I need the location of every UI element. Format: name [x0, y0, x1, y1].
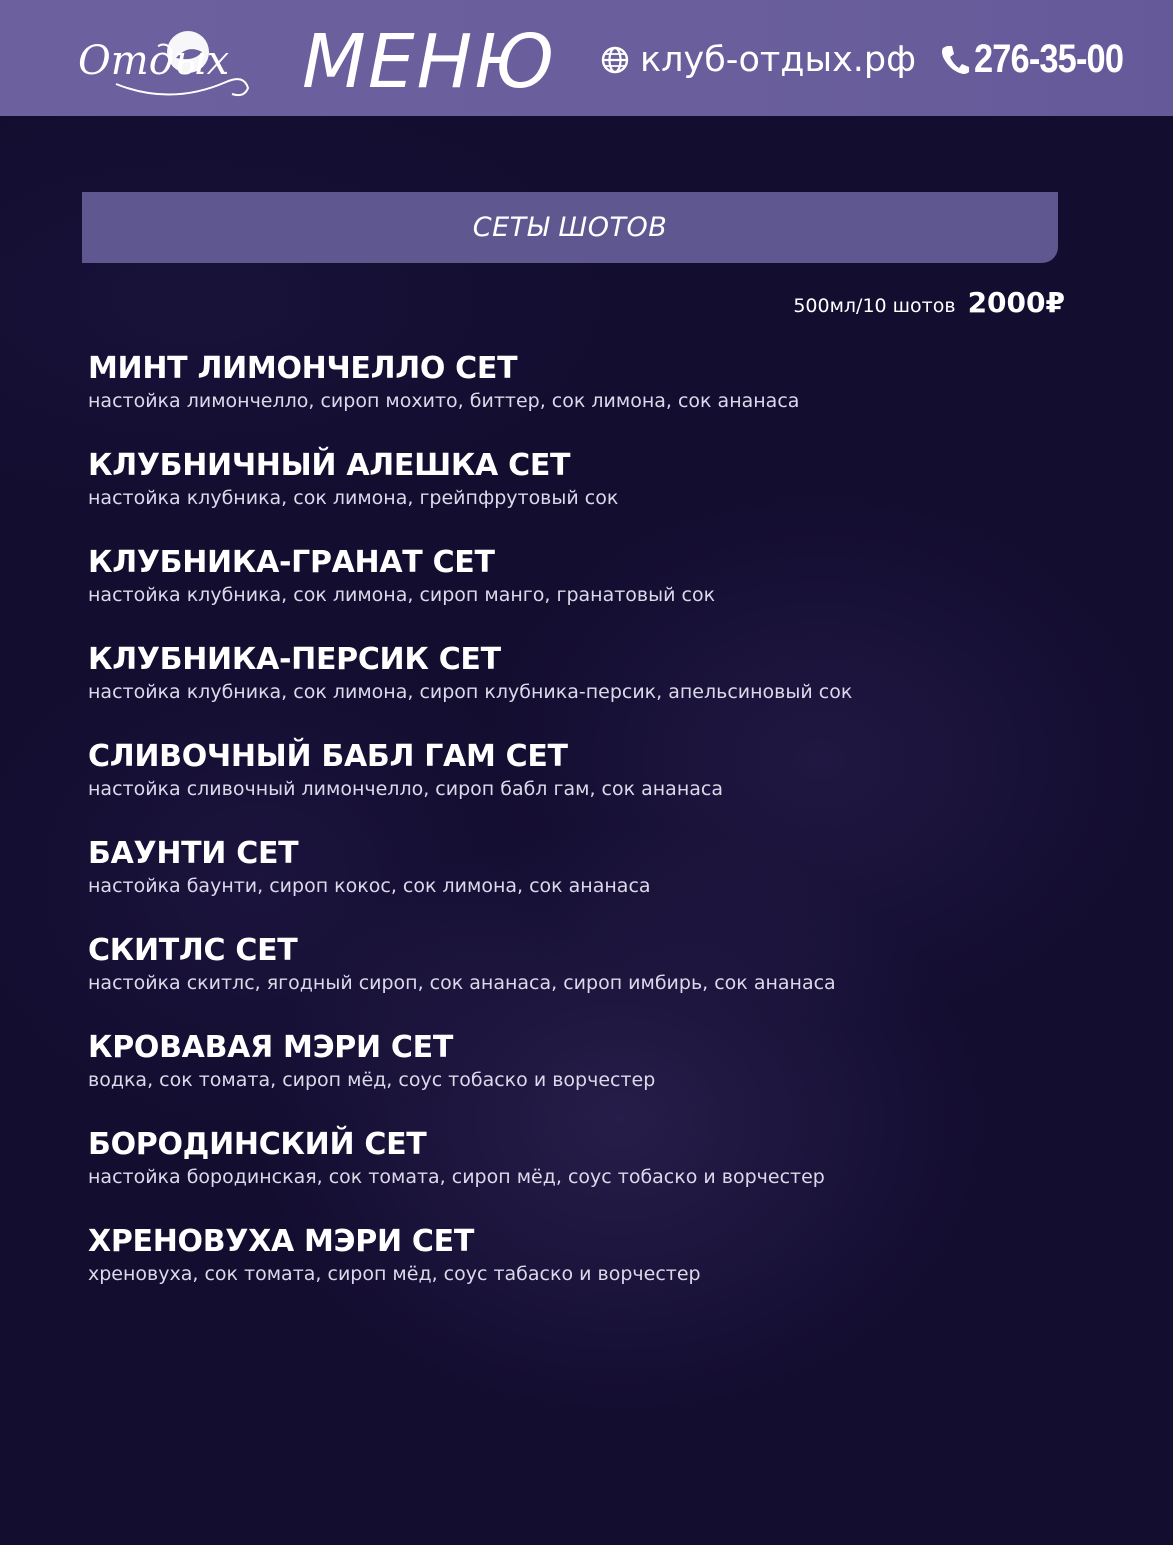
menu-item — [88, 350, 1088, 447]
menu-item — [88, 1223, 1088, 1320]
price-value: 2000₽ — [967, 286, 1065, 319]
price-volume: 500мл/10 шотов — [793, 295, 956, 317]
menu-item-description: настойка скитлс, ягодный сироп, сок ананаса, сироп имбирь, сок ананаса — [88, 972, 836, 994]
menu-item-description: настойка клубника, сок лимона, грейпфрутовый сок — [88, 487, 619, 509]
section-title: СЕТЫ ШОТОВ — [472, 212, 668, 243]
menu-item — [88, 447, 1088, 544]
price-row — [793, 286, 1065, 319]
menu-item-name: СКИТЛС СЕТ — [88, 933, 298, 968]
menu-item-name: СЛИВОЧНЫЙ БАБЛ ГАМ СЕТ — [88, 739, 568, 774]
phone-link[interactable] — [940, 34, 1147, 84]
menu-item — [88, 1029, 1088, 1126]
menu-item-name: МИНТ ЛИМОНЧЕЛЛО СЕТ — [88, 351, 518, 386]
menu-item-name: КЛУБНИКА-ПЕРСИК СЕТ — [88, 642, 501, 677]
phone-text: 276-35-00 — [974, 36, 1124, 81]
menu-item-description: настойка клубника, сок лимона, сироп манго, гранатовый сок — [88, 584, 716, 606]
menu-item-name: КЛУБНИКА-ГРАНАТ СЕТ — [88, 545, 495, 580]
website-link[interactable] — [600, 36, 916, 84]
menu-item — [88, 1126, 1088, 1223]
menu-item-name: ХРЕНОВУХА МЭРИ СЕТ — [88, 1224, 474, 1259]
phone-icon — [940, 43, 970, 75]
menu-item-name: КЛУБНИЧНЫЙ АЛЕШКА СЕТ — [88, 448, 571, 483]
menu-item-name: БОРОДИНСКИЙ СЕТ — [88, 1127, 427, 1162]
menu-item — [88, 835, 1088, 932]
menu-item-description: водка, сок томата, сироп мёд, соус тобаско и ворчестер — [88, 1069, 656, 1091]
menu-item-name: КРОВАВАЯ МЭРИ СЕТ — [88, 1030, 454, 1065]
menu-item-name: БАУНТИ СЕТ — [88, 836, 299, 871]
svg-text:Отдых: Отдых — [78, 38, 230, 84]
menu-item — [88, 544, 1088, 641]
header-bar — [0, 0, 1173, 116]
page-title: МЕНЮ — [302, 19, 557, 105]
menu-item-description: настойка сливочный лимончелло, сироп бабл гам, сок ананаса — [88, 778, 723, 800]
menu-item-description: настойка бородинская, сок томата, сироп мёд, соус тобаско и ворчестер — [88, 1166, 825, 1188]
menu-item — [88, 738, 1088, 835]
menu-item-description: настойка клубника, сок лимона, сироп клубника-персик, апельсиновый сок — [88, 681, 853, 703]
menu-item — [88, 641, 1088, 738]
section-header — [82, 192, 1058, 263]
menu-item-description: настойка лимончелло, сироп мохито, биттер, сок лимона, сок ананаса — [88, 390, 800, 412]
menu-item — [88, 932, 1088, 1029]
menu-item-description: настойка баунти, сироп кокос, сок лимона, сок ананаса — [88, 875, 651, 897]
website-text: клуб-отдых.рф — [640, 40, 917, 80]
globe-icon — [600, 45, 630, 75]
menu-item-description: хреновуха, сок томата, сироп мёд, соус табаско и ворчестер — [88, 1263, 701, 1285]
menu-items-list — [88, 350, 1088, 1320]
club-logo — [76, 22, 256, 100]
